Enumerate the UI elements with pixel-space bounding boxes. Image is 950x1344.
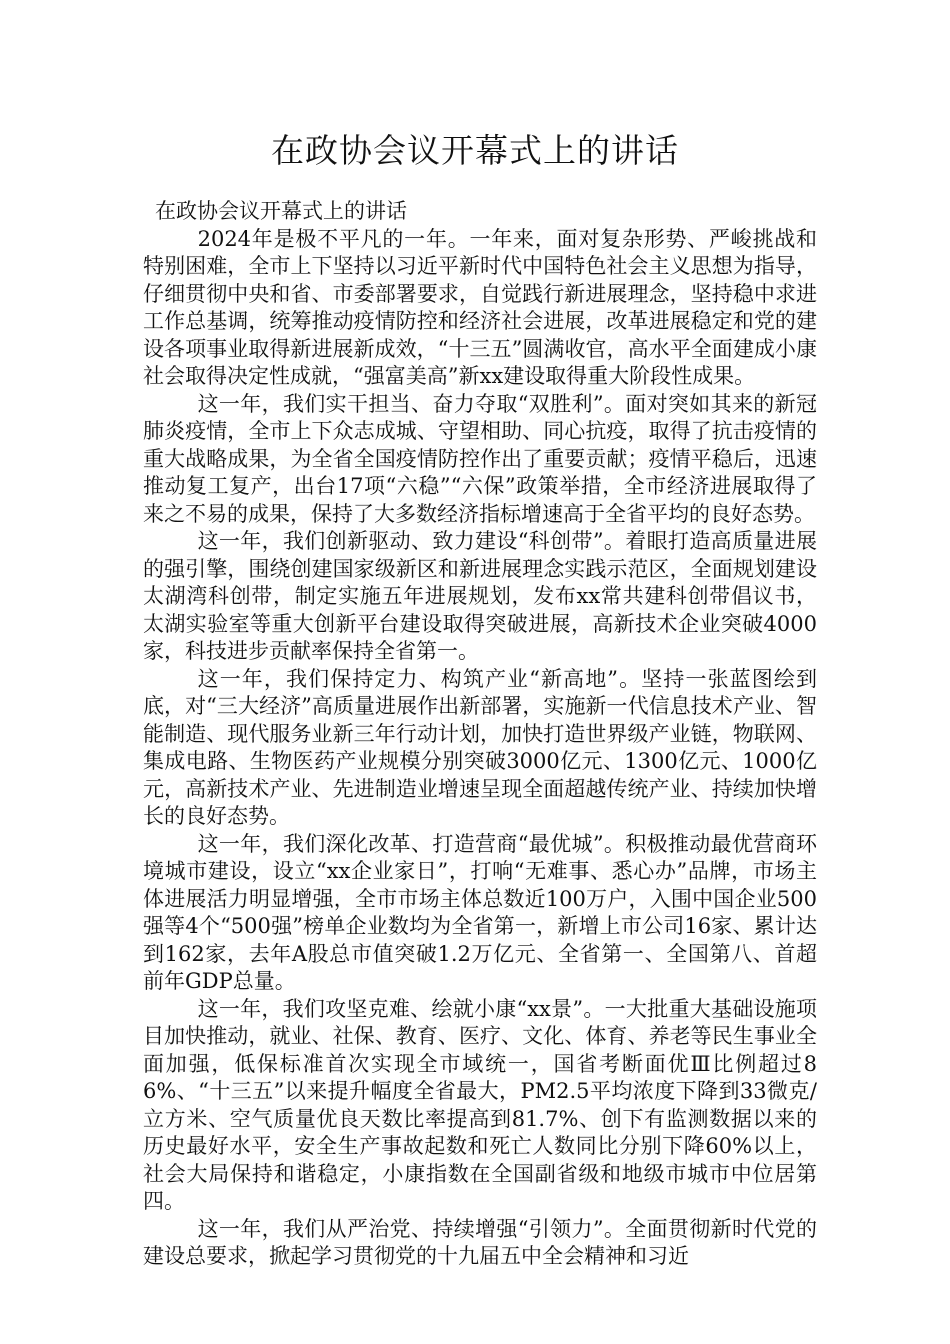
paragraph-5: 这一年，我们深化改革、打造营商“最优城”。积极推动最优营商环境城市建设，设立“xx企业家日”，打响“无难事、悉心办”品牌，市场主体进展活力明显增强，全市市场主体总数近100万户，入围中国企业500强等4个“500强”榜单企业数均为全省第一，新增上市公司16家、累计达到162家，去年A股总市值突破1.2万亿元、全省第一、全国第八、首超前年GDP总量。 — [143, 831, 817, 993]
paragraph-1: 2024年是极不平凡的一年。一年来，面对复杂形势、严峻挑战和特别困难，全市上下坚持以习近平新时代中国特色社会主义思想为指导，仔细贯彻中央和省、市委部署要求，自觉践行新进展理念，坚持稳中求进工作总基调，统筹推动疫情防控和经济社会进展，改革进展稳定和党的建设各项事业取得新进展新成效，“十三五”圆满收官，高水平全面建成小康社会取得决定性成就，“强富美高”新xx建设取得重大阶段性成果。 — [143, 226, 817, 388]
paragraph-3: 这一年，我们创新驱动、致力建设“科创带”。着眼打造高质量进展的强引擎，围绕创建国家级新区和新进展理念实践示范区，全面规划建设太湖湾科创带，制定实施五年进展规划，发布xx常共建科创带倡议书，太湖实验室等重大创新平台建设取得突破进展，高新技术企业突破4000家，科技进步贡献率保持全省第一。 — [143, 529, 817, 663]
paragraph-4: 这一年，我们保持定力、构筑产业“新高地”。坚持一张蓝图绘到底，对“三大经济”高质量进展作出新部署，实施新一代信息技术产业、智能制造、现代服务业新三年行动计划，加快打造世界级产业链，物联网、集成电路、生物医药产业规模分别突破3000亿元、1300亿元、1000亿元，高新技术产业、先进制造业增速呈现全面超越传统产业、持续加快增长的良好态势。 — [143, 666, 817, 828]
paragraph-6: 这一年，我们攻坚克难、绘就小康“xx景”。一大批重大基础设施项目加快推动，就业、社保、教育、医疗、文化、体育、养老等民生事业全面加强，低保标准首次实现全市域统一，国省考断面优Ⅲ比例超过86%、“十三五”以来提升幅度全省最大，PM2.5平均浓度下降到33微克/立方米、空气质量优良天数比率提高到81.7%、创下有监测数据以来的历史最好水平，安全生产事故起数和死亡人数同比分别下降60%以上，社会大局保持和谐稳定，小康指数在全国副省级和地级市城市中位居第四。 — [143, 996, 817, 1213]
document-title: 在政协会议开幕式上的讲话 — [271, 131, 679, 170]
document-body — [143, 198, 817, 1271]
paragraph-7: 这一年，我们从严治党、持续增强“引领力”。全面贯彻新时代党的建设总要求，掀起学习贯彻党的十九届五中全会精神和习近 — [143, 1216, 817, 1268]
document-subtitle: 在政协会议开幕式上的讲话 — [155, 199, 407, 223]
paragraph-2: 这一年，我们实干担当、奋力夺取“双胜利”。面对突如其来的新冠肺炎疫情，全市上下众志成城、守望相助、同心抗疫，取得了抗击疫情的重大战略成果，为全省全国疫情防控作出了重要贡献；疫情平稳后，迅速推动复工复产，出台17项“六稳”“六保”政策举措，全市经济进展取得了来之不易的成果，保持了大多数经济指标增速高于全省平均的良好态势。 — [143, 391, 817, 526]
